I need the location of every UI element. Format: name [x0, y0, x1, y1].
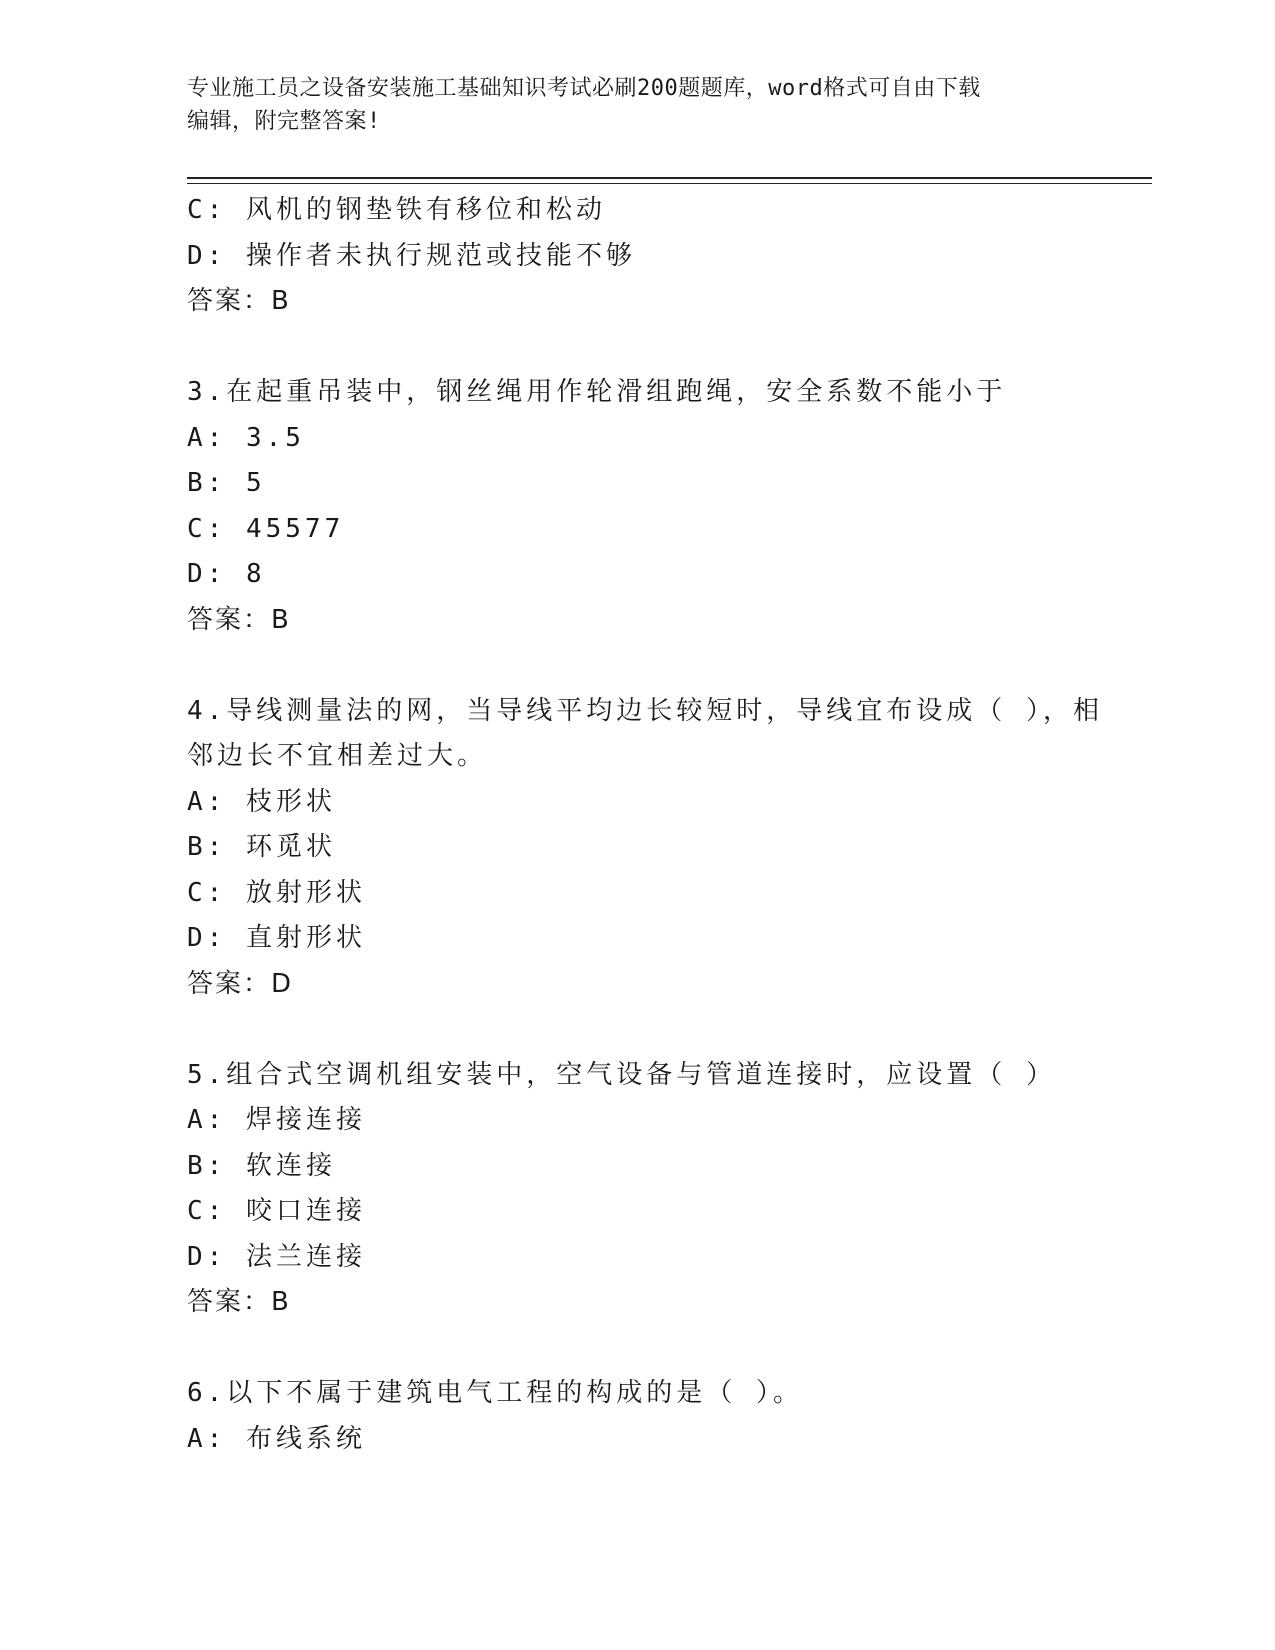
option-line: A: 焊接连接 — [187, 1105, 366, 1135]
option-line: D: 8 — [187, 559, 266, 589]
option-line: B: 5 — [187, 468, 266, 498]
answer-line: 答案：B — [187, 1287, 291, 1317]
option-line: D: 直射形状 — [187, 923, 366, 953]
answer-line: 答案：D — [187, 968, 294, 999]
header-line-1: 专业施工员之设备安装施工基础知识考试必刷200题题库，word格式可自由下载 — [187, 76, 981, 101]
option-line: A: 3.5 — [187, 422, 305, 453]
option-line: C: 45577 — [187, 513, 345, 544]
option-line: A: 枝形状 — [187, 786, 336, 817]
question-text: 5.组合式空调机组安装中，空气设备与管道连接时，应设置（ ） — [187, 1059, 1056, 1090]
option-line: A: 布线系统 — [187, 1423, 366, 1454]
question-list — [187, 188, 1103, 1462]
question-text: 邻边长不宜相差过大。 — [187, 741, 488, 771]
answer-line: 答案：B — [187, 286, 291, 316]
option-line: C: 风机的钢垫铁有移位和松动 — [187, 195, 606, 225]
header-rule-thin — [187, 183, 1152, 184]
option-line: D: 法兰连接 — [187, 1241, 366, 1272]
question-text: 4.导线测量法的网，当导线平均边长较短时，导线宜布设成（ ），相 — [187, 695, 1103, 726]
header-rule-thick — [187, 177, 1152, 179]
header-line-2: 编辑，附完整答案! — [187, 109, 381, 134]
spacer — [187, 1007, 1077, 1053]
spacer — [187, 643, 1077, 689]
document-header — [187, 72, 1087, 138]
spacer — [187, 325, 1077, 371]
option-line: C: 咬口连接 — [187, 1196, 366, 1226]
option-line: B: 环觅状 — [187, 832, 336, 862]
spacer — [187, 1326, 1077, 1372]
question-text: 6.以下不属于建筑电气工程的构成的是（ ）。 — [187, 1378, 803, 1408]
option-line: D: 操作者未执行规范或技能不够 — [187, 240, 636, 271]
answer-line: 答案：B — [187, 604, 291, 635]
option-line: B: 软连接 — [187, 1150, 336, 1181]
question-text: 3.在起重吊装中，钢丝绳用作轮滑组跑绳，安全系数不能小于 — [187, 377, 1007, 407]
option-line: C: 放射形状 — [187, 877, 366, 908]
